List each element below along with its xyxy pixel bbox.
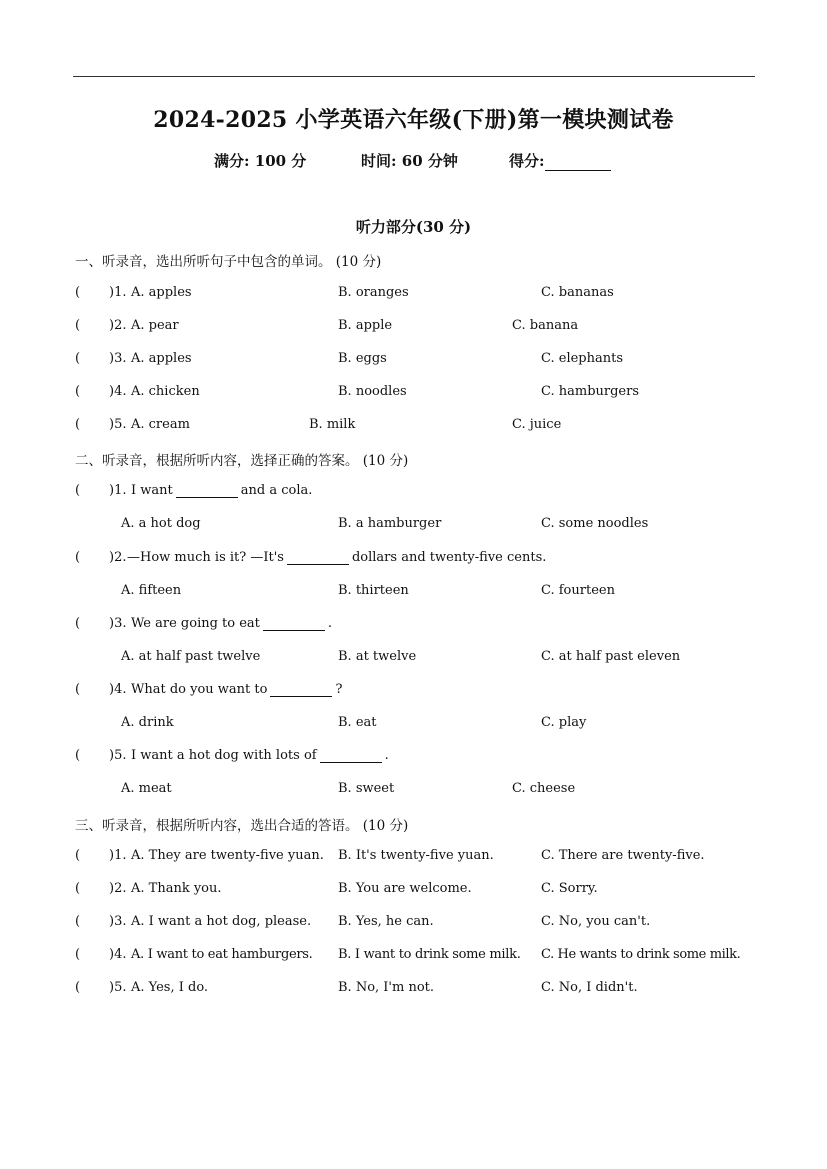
option-b: B. Yes, he can. (338, 914, 434, 929)
option-c: C. hamburgers (541, 384, 640, 399)
option-b: B. You are welcome. (338, 881, 472, 896)
option-a: A. fifteen (121, 583, 182, 598)
option-b: B. thirteen (338, 583, 409, 598)
question-number: )1. (109, 285, 127, 300)
option-a: A. at half past twelve (121, 649, 261, 664)
question-number: )1. (109, 848, 127, 863)
score-field (509, 150, 611, 171)
option-b: B. sweet (338, 781, 395, 796)
answer-paren: ( (75, 947, 81, 962)
answer-paren: ( (75, 616, 81, 631)
question-text: —How much is it? —It's dollars and twenty-five cents. (127, 550, 547, 565)
option-a: A. I want a hot dog, please. (131, 914, 312, 929)
option-a: A. Yes, I do. (131, 980, 209, 995)
option-b: B. It's twenty-five yuan. (338, 848, 494, 863)
question-text: I want and a cola. (131, 483, 313, 498)
option-c: C. Sorry. (541, 881, 598, 896)
option-a: A. They are twenty-five yuan. (131, 848, 324, 863)
question-number: )2. (109, 318, 127, 333)
option-b: B. noodles (338, 384, 407, 399)
answer-paren: ( (75, 417, 81, 432)
question-number: )2. (109, 881, 127, 896)
question-number: )5. (109, 417, 127, 432)
answer-paren: ( (75, 748, 81, 763)
question-number: )1. (109, 483, 127, 498)
option-a: A. meat (121, 781, 172, 796)
option-b: B. at twelve (338, 649, 417, 664)
option-b: B. a hamburger (338, 516, 442, 531)
answer-blank (263, 618, 325, 631)
answer-paren: ( (75, 881, 81, 896)
option-c: C. No, I didn't. (541, 980, 638, 995)
question-number: )4. (109, 682, 127, 697)
answer-paren: ( (75, 914, 81, 929)
answer-paren: ( (75, 351, 81, 366)
answer-paren: ( (75, 980, 81, 995)
option-a: A. I want to eat hamburgers. (131, 947, 313, 962)
option-b: B. eggs (338, 351, 387, 366)
question-number: )5. (109, 748, 127, 763)
full-score: 满分: 100 分 (214, 152, 307, 170)
option-a: A. drink (121, 715, 174, 730)
option-c: C. There are twenty-five. (541, 848, 705, 863)
option-a: A. pear (131, 318, 179, 333)
option-c: C. play (541, 715, 587, 730)
answer-blank (287, 552, 349, 565)
option-c: C. at half past eleven (541, 649, 681, 664)
answer-blank (320, 750, 382, 763)
option-c: C. juice (512, 417, 562, 432)
option-c: C. He wants to drink some milk. (541, 947, 741, 962)
part2-heading: 二、听录音，根据所听内容，选择正确的答案。 (10 分) (75, 453, 409, 469)
option-c: C. banana (512, 318, 579, 333)
answer-paren: ( (75, 318, 81, 333)
option-a: A. apples (131, 285, 192, 300)
part3-heading: 三、听录音，根据所听内容，选出合适的答语。 (10 分) (75, 818, 409, 834)
top-rule (73, 76, 755, 77)
question-number: )4. (109, 384, 127, 399)
option-a: A. cream (131, 417, 190, 432)
option-c: C. No, you can't. (541, 914, 651, 929)
time-limit: 时间: 60 分钟 (361, 152, 458, 170)
option-a: A. Thank you. (131, 881, 222, 896)
question-number: )2. (109, 550, 127, 565)
answer-paren: ( (75, 384, 81, 399)
question-text: We are going to eat . (131, 616, 333, 631)
part1-heading: 一、听录音，选出所听句子中包含的单词。 (10 分) (75, 254, 382, 270)
option-b: B. eat (338, 715, 377, 730)
option-c: C. fourteen (541, 583, 615, 598)
question-number: )3. (109, 616, 127, 631)
score-label: 得分: (509, 152, 545, 170)
option-a: A. chicken (131, 384, 200, 399)
option-c: C. bananas (541, 285, 614, 300)
answer-blank (270, 684, 332, 697)
option-c: C. elephants (541, 351, 624, 366)
page-title: 2024-2025 小学英语六年级(下册)第一模块测试卷 (153, 107, 674, 133)
answer-blank (176, 485, 238, 498)
option-b: B. I want to drink some milk. (338, 947, 521, 962)
option-c: C. cheese (512, 781, 576, 796)
answer-paren: ( (75, 848, 81, 863)
question-number: )5. (109, 980, 127, 995)
option-c: C. some noodles (541, 516, 649, 531)
option-a: A. a hot dog (121, 516, 201, 531)
option-b: B. milk (309, 417, 356, 432)
question-text: I want a hot dog with lots of . (131, 748, 389, 763)
question-number: )4. (109, 947, 127, 962)
listening-section-title: 听力部分(30 分) (355, 218, 472, 236)
question-text: What do you want to ? (131, 682, 343, 697)
answer-paren: ( (75, 550, 81, 565)
option-a: A. apples (131, 351, 192, 366)
answer-paren: ( (75, 483, 81, 498)
answer-paren: ( (75, 682, 81, 697)
option-b: B. No, I'm not. (338, 980, 435, 995)
option-b: B. oranges (338, 285, 409, 300)
score-blank (545, 156, 611, 171)
question-number: )3. (109, 351, 127, 366)
option-b: B. apple (338, 318, 393, 333)
question-number: )3. (109, 914, 127, 929)
answer-paren: ( (75, 285, 81, 300)
